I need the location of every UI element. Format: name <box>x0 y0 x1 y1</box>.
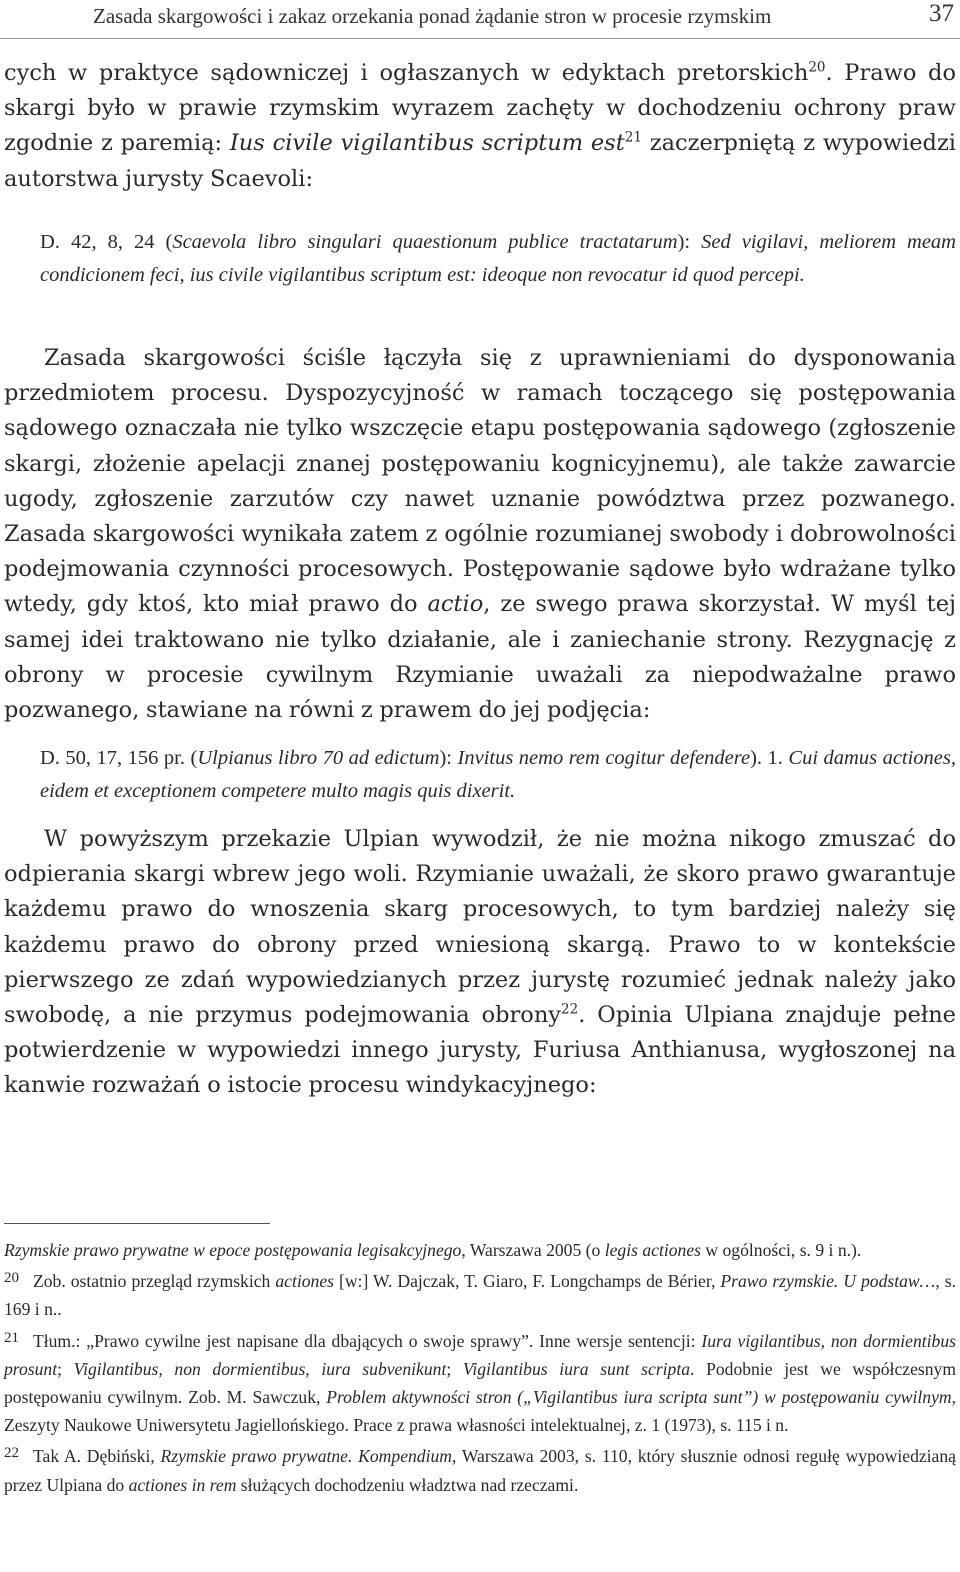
quote-text-2: Cui damus actiones, eidem et exceptionem competere multo magis quis dixerit. <box>40 747 957 802</box>
running-header <box>0 0 960 39</box>
footnote-ref-21: 21 <box>624 129 642 146</box>
footnote-number: 21 <box>4 1329 19 1346</box>
footnote-number: 20 <box>4 1270 19 1287</box>
footnote-continuation: Rzymskie prawo prywatne w epoce postępowania legisakcyjnego, Warszawa 2005 (o legis actiones w ogólności, s. 9 i n.). <box>4 1240 862 1260</box>
paragraph-2: Zasada skargowości ściśle łączyła się z uprawnieniami do dysponowania przedmiotem procesu. Dyspozycyjność w ramach toczącego się postępowania sądowego oznaczała nie tylko wszczęcie etapu postępowania sądowego (zgłoszenie skargi, złożenie apelacji znanej postępowaniu kognicyjnemu), ale także zawarcie ugody, zgłoszenie zarzutów czy nawet uznanie powództwa przez pozwanego. Zasada skargowości wynikała zatem z ogólnie rozumianej swobody i dobrowolności podejmowania czynności procesowych. Postępowanie sądowe było wdrażane tylko wtedy, gdy ktoś, kto miał prawo do actio, ze swego prawa skorzystał. W myśl tej samej idei traktowano nie tylko działanie, ale i zaniechanie strony. Rezygnację z obrony w procesie cywilnym Rzymianie uważali za niepodważalne prawo pozwanego, stawiane na równi z prawem do jej podjęcia: <box>4 345 957 724</box>
footnotes <box>4 1236 956 1499</box>
quote-digest-42-8-24: D. 42, 8, 24 (Scaevola libro singulari quaestionum publice tractatarum): Sed vigilavi, meliorem meam condicionem feci, ius civile vigilantibus scriptum est: ideoque non revocatur id quod percepi. <box>40 231 956 286</box>
footnote-separator <box>4 1223 270 1224</box>
term-actio: actio <box>427 591 484 618</box>
quote-text: Sed vigilavi, meliorem meam condicionem feci, ius civile vigilantibus scriptum est: ideoque non revocatur id quod percepi. <box>40 231 956 286</box>
footnote-22: 22 Tak A. Dębiński, Rzymskie prawo prywatne. Kompendium, Warszawa 2003, s. 110, który słusznie odnosi regułę wypowiedzianą przez Ulpiana do actiones in rem służących dochodzeniu władztwa nad rzeczami. <box>4 1445 956 1495</box>
footnote-number: 22 <box>4 1445 19 1462</box>
quote-text: Invitus nemo rem cogitur defendere <box>457 747 751 769</box>
paragraph-1: cych w praktyce sądowniczej i ogłaszanych w edyktach pretorskich$^{20}$. Prawo do skargi było w prawie rzymskim wyrazem zachęty w dochodzeniu ochrony praw zgodnie z paremią: Ius civile vigilantibus scriptum est$^{21}$ zaczerpniętą z wypowiedzi autorstwa jurysty Scaevoli: <box>4 59 956 192</box>
paragraph-3: W powyższym przekazie Ulpian wywodził, że nie można nikogo zmuszać do odpierania skargi wbrew jego woli. Rzymianie uważali, że skoro prawo gwarantuje każdemu prawo do wnoszenia skarg procesowych, to tym bardziej należy się każdemu prawo do obrony przed wniesioną skargą. Prawo to w kontekście pierwszego ze zdań wypowiedzianych przez jurystę rozumieć jednak należy jako swobodę, a nie przymus podejmowania obrony$^{22}$. Opinia Ulpiana znajduje pełne potwierdzenie w wypowiedzi innego jurysty, Furiusa Anthianusa, wygłoszonej na kanwie rozważań o istocie procesu windykacyjnego: <box>4 826 956 1099</box>
maxim: Ius civile vigilantibus scriptum est <box>229 130 625 157</box>
page-number: 37 <box>929 0 954 27</box>
running-header-title: Zasada skargowości i zakaz orzekania ponad żądanie stron w procesie rzymskim <box>93 4 772 28</box>
footnote-21: 21 Tłum.: „Prawo cywilne jest napisane dla dbających o swoje sprawy”. Inne wersje sentencji: Iura vigilantibus, non dormientibus prosunt; Vigilantibus, non dormientibus, iura subvenikunt; Vigilantibus iura sunt scripta. Podobnie jest we współczesnym postępowaniu cywilnym. Zob. M. Sawczuk, Problem aktywności stron („Vigilantibus iura scripta sunt”) w postępowaniu cywilnym, Zeszyty Naukowe Uniwersytetu Jagiellońskiego. Prace z prawa własności intelektualnej, z. 1 (1973), s. 115 i n. <box>4 1329 957 1436</box>
footnote-20: 20 Zob. ostatnio przegląd rzymskich actiones [w:] W. Dajczak, T. Giaro, F. Longchamps de Bérier, Prawo rzymskie. U podstaw…, s. 169 i n.. <box>4 1270 956 1320</box>
quote-digest-50-17-156: D. 50, 17, 156 pr. (Ulpianus libro 70 ad edictum): Invitus nemo rem cogitur defendere). 1. Cui damus actiones, eidem et exceptionem competere multo magis quis dixerit. <box>40 747 957 802</box>
quote-source: Ulpianus libro 70 ad edictum <box>197 747 440 769</box>
footnote-ref-20: 20 <box>808 59 826 76</box>
footnote-ref-22: 22 <box>561 1001 579 1018</box>
quote-source: Scaevola libro singulari quaestionum publice tractatarum <box>172 231 678 253</box>
